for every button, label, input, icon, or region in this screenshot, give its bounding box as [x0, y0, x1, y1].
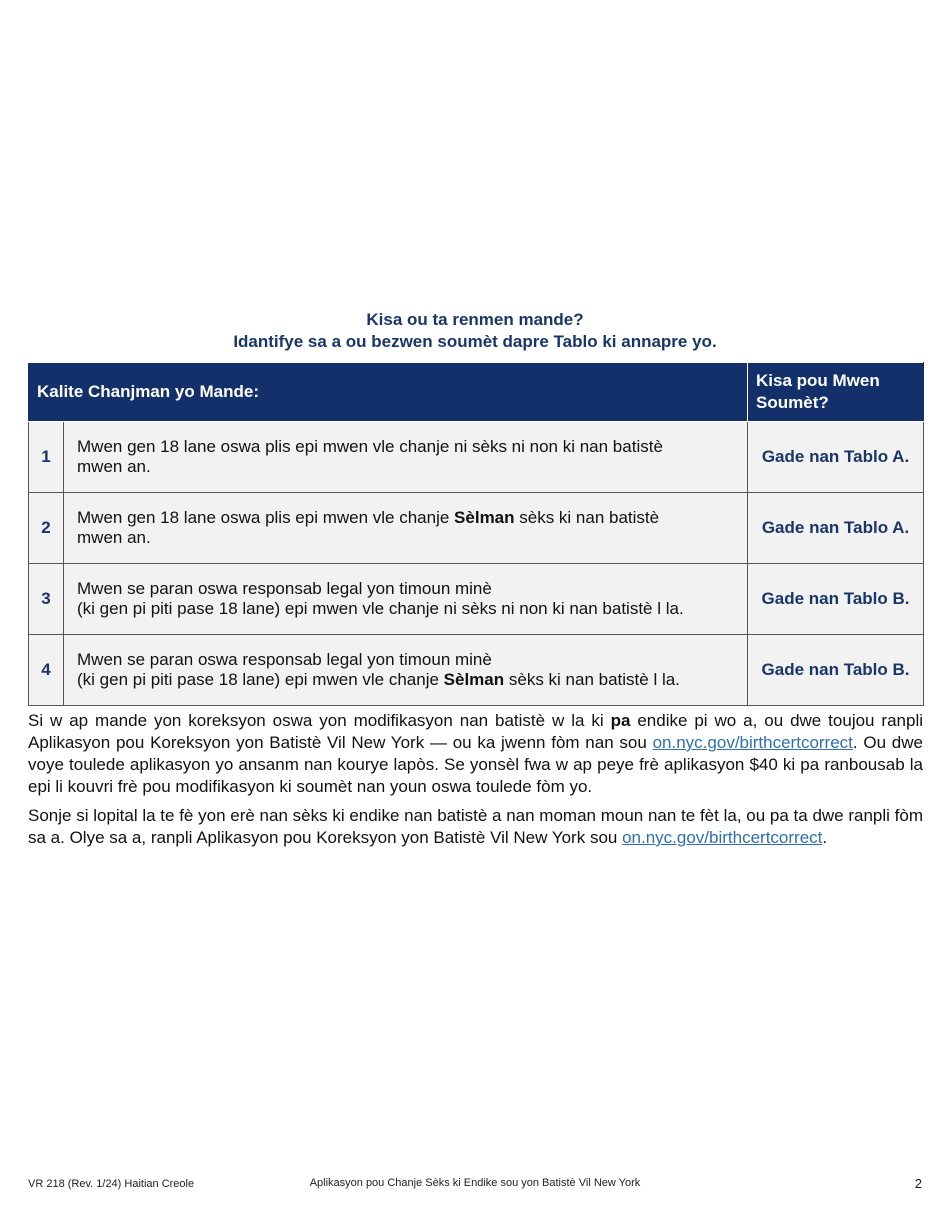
request-type-table: [28, 362, 924, 706]
table-row: [29, 493, 924, 564]
row-text-line2: mwen an.: [77, 528, 151, 547]
birthcert-correct-link[interactable]: on.nyc.gov/birthcertcorrect: [622, 828, 823, 847]
section-heading: [0, 309, 950, 353]
footer-form-title: Aplikasyon pou Chanje Sèks ki Endike sou yon Batistè Vil New York: [309, 1177, 641, 1189]
row-number: 4: [29, 635, 64, 706]
paragraph-text: endike pi wo a, ou dwe toujou ranpli Aplikasyon pou Koreksyon yon Batistè Vil New York — ou ka jwenn fòm nan sou: [28, 711, 923, 752]
paragraph-text: .: [822, 828, 828, 847]
table-row: [29, 564, 924, 635]
row-description: [64, 493, 748, 564]
row-destination: Gade nan Tablo B.: [748, 564, 924, 635]
row-number: 1: [29, 422, 64, 493]
heading-instruction: Idantifye sa a ou bezwen soumèt dapre Tablo ki annapre yo.: [233, 332, 717, 351]
hospital-error-paragraph: [28, 805, 923, 849]
table-row: [29, 635, 924, 706]
row-text-line1: Mwen gen 18 lane oswa plis epi mwen vle chanje: [77, 508, 455, 527]
row-destination: Gade nan Tablo A.: [748, 493, 924, 564]
table-header-row: [29, 363, 924, 422]
footer-form-id: VR 218 (Rev. 1/24) Haitian Creole: [28, 1178, 195, 1190]
row-text-line1-end: sèks ki nan batistè: [514, 508, 660, 527]
row-text-line1: Mwen se paran oswa responsab legal yon timoun minè: [77, 579, 492, 598]
header-what-to-submit: [748, 363, 924, 422]
paragraph-text: Si w ap mande yon koreksyon oswa yon modifikasyon nan batistè w la ki: [28, 711, 611, 730]
header-change-type: Kalite Chanjman yo Mande:: [29, 363, 748, 422]
row-description: [64, 422, 748, 493]
page-number: 2: [914, 1176, 922, 1191]
row-emphasis: Sèlman: [454, 508, 515, 527]
row-text-line2: (ki gen pi piti pase 18 lane) epi mwen vle chanje: [77, 670, 444, 689]
header-submit-line1: Kisa pou Mwen: [756, 371, 880, 390]
table-row: [29, 422, 924, 493]
paragraph-emphasis: pa: [610, 711, 631, 730]
row-text-line1: Mwen se paran oswa responsab legal yon timoun minè: [77, 650, 492, 669]
row-destination: Gade nan Tablo A.: [748, 422, 924, 493]
paragraph-text: Sonje si lopital la te fè yon erè nan sèks ki endike nan batistè a nan moman moun nan te fèt la, ou pa ta dwe ranpli fòm sa a. Olye sa a, ranpli Aplikasyon pou Koreksyon yon Batistè Vil New York sou: [28, 806, 923, 847]
row-number: 3: [29, 564, 64, 635]
row-text-line2-end: sèks ki nan batistè l la.: [504, 670, 680, 689]
row-description: [64, 564, 748, 635]
heading-question: Kisa ou ta renmen mande?: [366, 310, 584, 329]
paragraph-text: . Ou dwe voye toulede aplikasyon yo ansanm nan kourye lapòs. Se yonsèl fwa w ap peye frè aplikasyon $40 ki pa ranbousab la epi li kouvri frè pou modifikasyon ki soumèt nan youn oswa toulede fòm yo.: [28, 733, 923, 796]
row-destination: Gade nan Tablo B.: [748, 635, 924, 706]
birthcert-correct-link[interactable]: on.nyc.gov/birthcertcorrect: [652, 733, 853, 752]
row-text-line2: mwen an.: [77, 457, 151, 476]
row-text-line1: Mwen gen 18 lane oswa plis epi mwen vle chanje ni sèks ni non ki nan batistè: [77, 437, 663, 456]
row-description: [64, 635, 748, 706]
row-number: 2: [29, 493, 64, 564]
header-submit-line2: Soumèt?: [756, 393, 829, 412]
row-emphasis: Sèlman: [443, 670, 505, 689]
correction-paragraph: [28, 710, 923, 798]
row-text-line2: (ki gen pi piti pase 18 lane) epi mwen vle chanje ni sèks ni non ki nan batistè l la.: [77, 599, 684, 618]
